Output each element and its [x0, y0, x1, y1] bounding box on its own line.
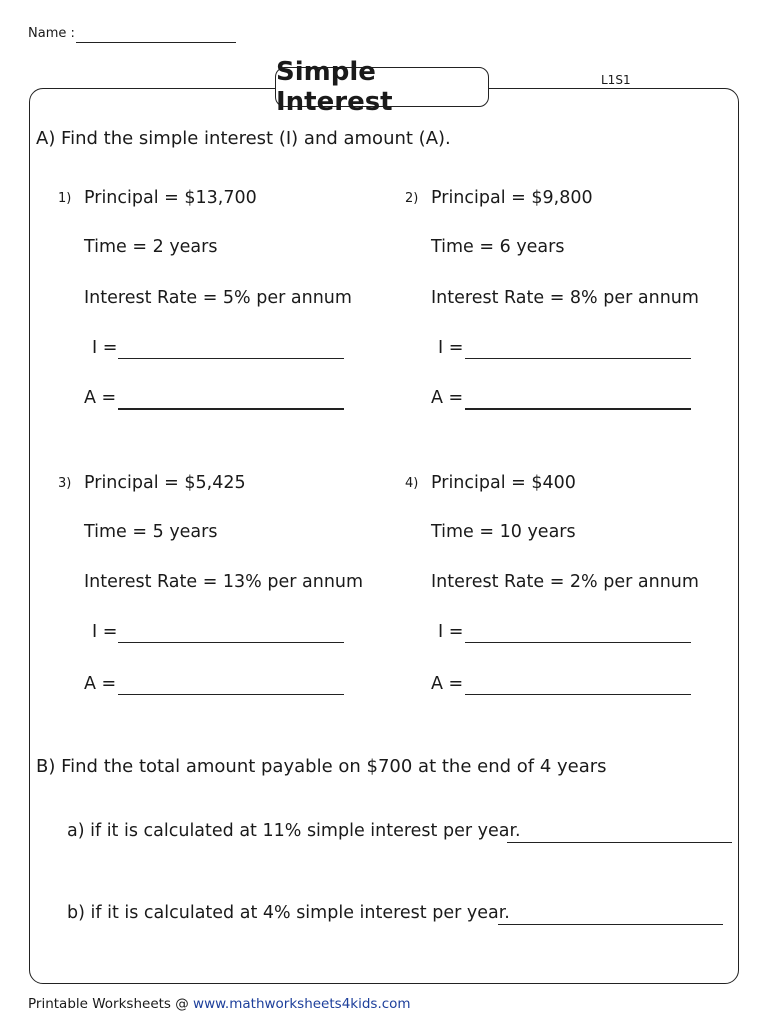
- part-b-text: b) if it is calculated at 4% simple interest per year.: [67, 903, 510, 923]
- part-a-text: a) if it is calculated at 11% simple interest per year.: [67, 821, 521, 841]
- amount-answer-line[interactable]: [465, 694, 691, 695]
- name-label: Name :: [28, 26, 75, 41]
- principal-text: Principal = $9,800: [431, 188, 593, 208]
- interest-label: I =: [92, 338, 118, 358]
- rate-text: Interest Rate = 2% per annum: [431, 572, 699, 592]
- footer: [28, 996, 411, 1012]
- part-a-answer-line[interactable]: [507, 842, 732, 843]
- footer-link[interactable]: www.mathworksheets4kids.com: [193, 996, 411, 1012]
- principal-text: Principal = $13,700: [84, 188, 257, 208]
- principal-text: Principal = $5,425: [84, 473, 246, 493]
- problem-number: 2): [405, 191, 419, 206]
- amount-label: A =: [431, 388, 464, 408]
- interest-answer-line[interactable]: [465, 642, 691, 643]
- problem-number: 1): [58, 191, 72, 206]
- time-text: Time = 6 years: [431, 237, 565, 257]
- footer-prefix: Printable Worksheets @: [28, 996, 194, 1012]
- interest-label: I =: [92, 622, 118, 642]
- part-b-answer-line[interactable]: [498, 924, 723, 925]
- problem-number: 3): [58, 476, 72, 491]
- time-text: Time = 2 years: [84, 237, 218, 257]
- page-title: Simple Interest: [275, 67, 489, 107]
- time-text: Time = 10 years: [431, 522, 576, 542]
- amount-answer-line[interactable]: [465, 408, 691, 410]
- problem-number: 4): [405, 476, 419, 491]
- rate-text: Interest Rate = 13% per annum: [84, 572, 364, 592]
- amount-answer-line[interactable]: [118, 694, 344, 695]
- interest-answer-line[interactable]: [118, 642, 344, 643]
- amount-answer-line[interactable]: [118, 408, 344, 410]
- name-answer-line[interactable]: [76, 42, 236, 43]
- principal-text: Principal = $400: [431, 473, 576, 493]
- section-a-heading: A) Find the simple interest (I) and amount (A).: [36, 128, 451, 149]
- amount-label: A =: [431, 674, 464, 694]
- worksheet-code: L1S1: [601, 73, 631, 87]
- section-b-heading: B) Find the total amount payable on $700 at the end of 4 years: [36, 756, 607, 777]
- amount-label: A =: [84, 674, 117, 694]
- amount-label: A =: [84, 388, 117, 408]
- rate-text: Interest Rate = 5% per annum: [84, 288, 352, 308]
- interest-label: I =: [438, 338, 464, 358]
- interest-answer-line[interactable]: [465, 358, 691, 359]
- interest-answer-line[interactable]: [118, 358, 344, 359]
- time-text: Time = 5 years: [84, 522, 218, 542]
- interest-label: I =: [438, 622, 464, 642]
- rate-text: Interest Rate = 8% per annum: [431, 288, 699, 308]
